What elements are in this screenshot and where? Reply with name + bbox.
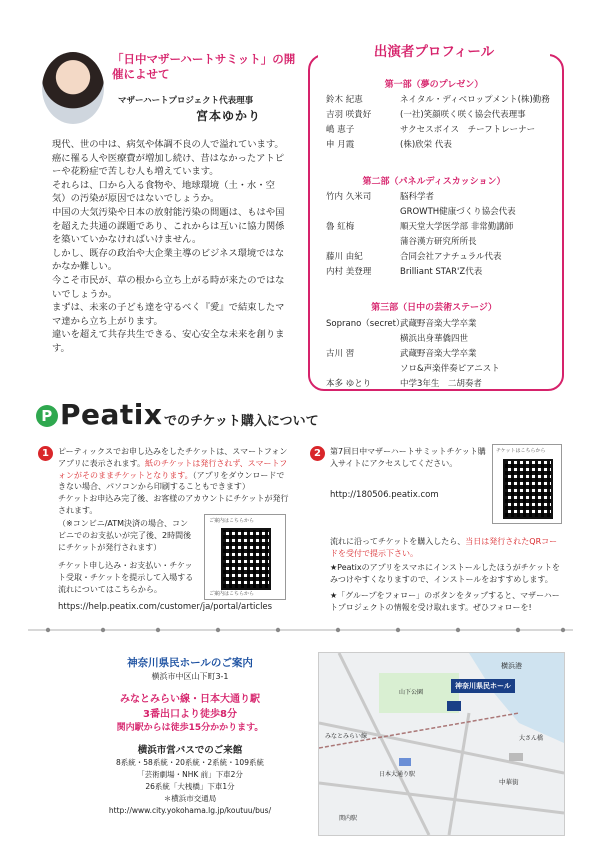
message-paragraph: それらは、口から入る食物や、地球環境（土・水・空気）の汚染が原因ではないでしょうか。 [52,179,275,205]
performer-affiliation: 武蔵野音楽大学卒業 [400,349,477,359]
step-number-badge: 2 [310,446,325,461]
ticket-qr-card [492,444,562,524]
peatix-section-title: でのチケット購入について [164,414,319,429]
performer-affiliation: 武蔵野音楽大学卒業 [400,319,477,329]
message-paragraph: しかし、既存の政治や大企業主導のビジネス環境ではなかなか難しい。 [52,247,285,273]
qr-caption: チケットはこちらから [496,448,546,454]
peatix-logo [36,398,162,431]
performer-affiliation: 脳科学者 [400,192,435,202]
map-label-station: 日本大通り駅 [379,771,416,778]
performer-name: 申 月霞 [326,140,355,150]
step1-text [58,446,290,517]
map-label-port: 横浜港 [501,662,522,670]
performer-affiliation: (一社)笑顔咲く咲く協会代表理事 [400,110,526,120]
bus-title: 横浜市営バスでのご来館 [137,745,243,756]
bus-stop-osanbashi: 26系統「大桟橋」下車1分 [145,782,235,791]
step1-print-note: （アプリをダウンロードできない場合、パソコンから印刷することもできます） [58,470,285,492]
author-name: 宮本ゆかり [196,109,262,123]
step1-intro: ピーティックスでお申し込みをしたチケットは、スマートフォンアプリに表示されます。 [58,447,288,468]
performer-affiliation: ネイタル・ディベロップメント(株)勤務 [400,95,550,105]
app-install-note: ★Peatixのアプリをスマホにインストールしたほうがチケットをみつけやすくなりますので、インストールをおすすめします。 [330,563,561,584]
step1-flow-note: チケット申し込み・お支払い・チケット受取・チケットを提示して入場する流れについてはこちらから。 [58,561,194,594]
message-paragraph: 今こそ市民が、草の根から立ち上がる時が来たのではないでしょうか。 [52,274,285,300]
performer-affiliation: (株)欣栄 代表 [400,140,452,150]
peatix-wordmark: Peatix [60,398,163,431]
checkin-note-text: 流れに沿ってチケットを購入したら、 [330,537,466,546]
peatix-mark-icon: P [36,405,58,427]
map-graphic [319,653,564,835]
profile-heading: 出演者プロフィール [318,40,550,60]
checkin-note [330,536,562,560]
bus-link[interactable]: http://www.city.yokohama.lg.jp/koutuu/bus/ [108,806,272,815]
map-label-hall: 神奈川県民ホール [451,679,515,693]
qr-caption: ご案内はこちらから [209,518,255,524]
hall-title: 神奈川県民ホールのご案内 [127,657,253,669]
author-role: マザーハートプロジェクト代表理事 [118,96,254,106]
performer-affiliation: Brilliant STAR'Z代表 [400,267,483,277]
message-paragraph: 違いを超えて共存共生できる、安心安全な未来を創ります。 [52,329,285,354]
step2-text: 第7回日中マザーハートサミットチケット購入サイトにアクセスしてください。 [330,447,486,468]
section-title: 第三部（日中の芸術ステージ） [371,303,497,313]
kannai-note: 関内駅からは徒歩15分かかります。 [116,723,264,733]
performer-name: 吉羽 咲貴好 [326,110,372,120]
performer-name: 鈴木 紀恵 [326,95,363,105]
map-label-park: 山下公園 [399,689,424,696]
message-body [52,138,287,356]
hall-address: 横浜市中区山下町3-1 [151,672,229,681]
performer-affiliation: GROWTH健康づくり協会代表 [400,207,516,217]
follow-group-note: ★「グループをフォロー」のボタンをタップすると、マザーハートプロジェクトの情報を受け取れます。ぜひフォローを! [330,591,560,612]
area-map [318,652,565,836]
station-exit: 3番出口より徒歩8分 [143,709,237,720]
message-paragraph: まずは、未来の子ども達を守るべく『愛』で結束したママ達から立ち上がります。 [52,302,285,327]
performer-name: 内村 美登理 [326,267,372,277]
step1-warning: 紙のチケットは発行されず、スマートフォンがそのままチケットとなります。 [58,458,288,480]
map-label-osanbashi: 大さん橋 [519,735,544,742]
performer-name: 古川 習 [326,349,355,359]
performer-name: 魯 紅梅 [326,222,355,232]
performer-affiliation: サクセスボイス チーフトレーナー [400,125,536,135]
performer-name: 嶋 恵子 [326,125,355,135]
help-link[interactable]: https://help.peatix.com/customer/ja/portal/articles [58,602,273,612]
bus-operator: ＊横浜市交通局 [163,794,217,803]
ticket-site-link[interactable]: http://180506.peatix.com [330,490,439,500]
step1-issue-note: チケットお申込み完了後、お客様のアカウントにチケットが発行されます。 [58,494,289,515]
step1-convenience-note: （※コンビニ/ATM決済の場合、コンビニでのお支払いが完了後、2時間後にチケットが発行されます） [58,519,192,552]
performer-affiliation: 横浜出身華僑四世 [400,334,469,344]
performer-affiliation: 中学3年生 二胡奏者 [400,379,482,389]
bus-routes: 8系統・58系統・20系統・2系統・109系統 [116,758,264,767]
step-number-badge: 1 [38,446,53,461]
message-paragraph: 中国の大気汚染や日本の放射能汚染の問題は、もはや国を超えた共通の課題であり、これからは互いに協力関係を築いていかなければいけません。 [52,206,285,246]
map-label-minato: みなとみらい線 [325,733,368,740]
section-title: 第二部（パネルディスカッション） [362,177,506,187]
message-paragraph: 現代、世の中は、病気や体調不良の人で溢れています。 [52,139,284,150]
help-qr-card [204,514,286,600]
message-paragraph: 癌に罹る人や医療費が増加し続け、昔はなかったアトピーや花粉症で苦しむ人も増えています。 [52,152,285,178]
performer-affiliation: ソロ&声楽伴奏ピアニスト [400,364,500,374]
performer-affiliation: 合同会社アナチュラル代表 [400,252,502,262]
message-title: 「日中マザーハートサミット」の開催によせて [112,52,296,81]
qr-caption: ご案内はこちらから [209,591,255,597]
help-qr-code[interactable] [221,528,271,590]
performer-name: 竹内 久米司 [326,192,372,202]
section-title: 第一部（夢のプレゼン） [384,80,484,90]
map-label-chukagai: 中華街 [499,778,519,786]
checkin-warning: 当日は発行されたQRコードを受付で提示下さい。 [330,537,558,558]
station-line: みなとみらい線・日本大通り駅 [120,694,260,705]
ticket-qr-code[interactable] [503,459,553,519]
ornament-divider [28,623,573,637]
performer-name: Soprano（secret） [326,319,405,329]
bus-stop-nhk: 「芸術劇場・NHK 前」下車2分 [137,770,243,779]
performer-name: 本多 ゆとり [326,379,372,389]
performer-affiliation: 順天堂大学医学部 非常勤講師 [400,222,514,232]
map-label-kannai: 関内駅 [339,815,358,822]
performer-name: 藤川 由紀 [326,252,363,262]
performer-affiliation: 蒲谷漢方研究所所長 [400,237,477,247]
author-photo [42,52,104,124]
